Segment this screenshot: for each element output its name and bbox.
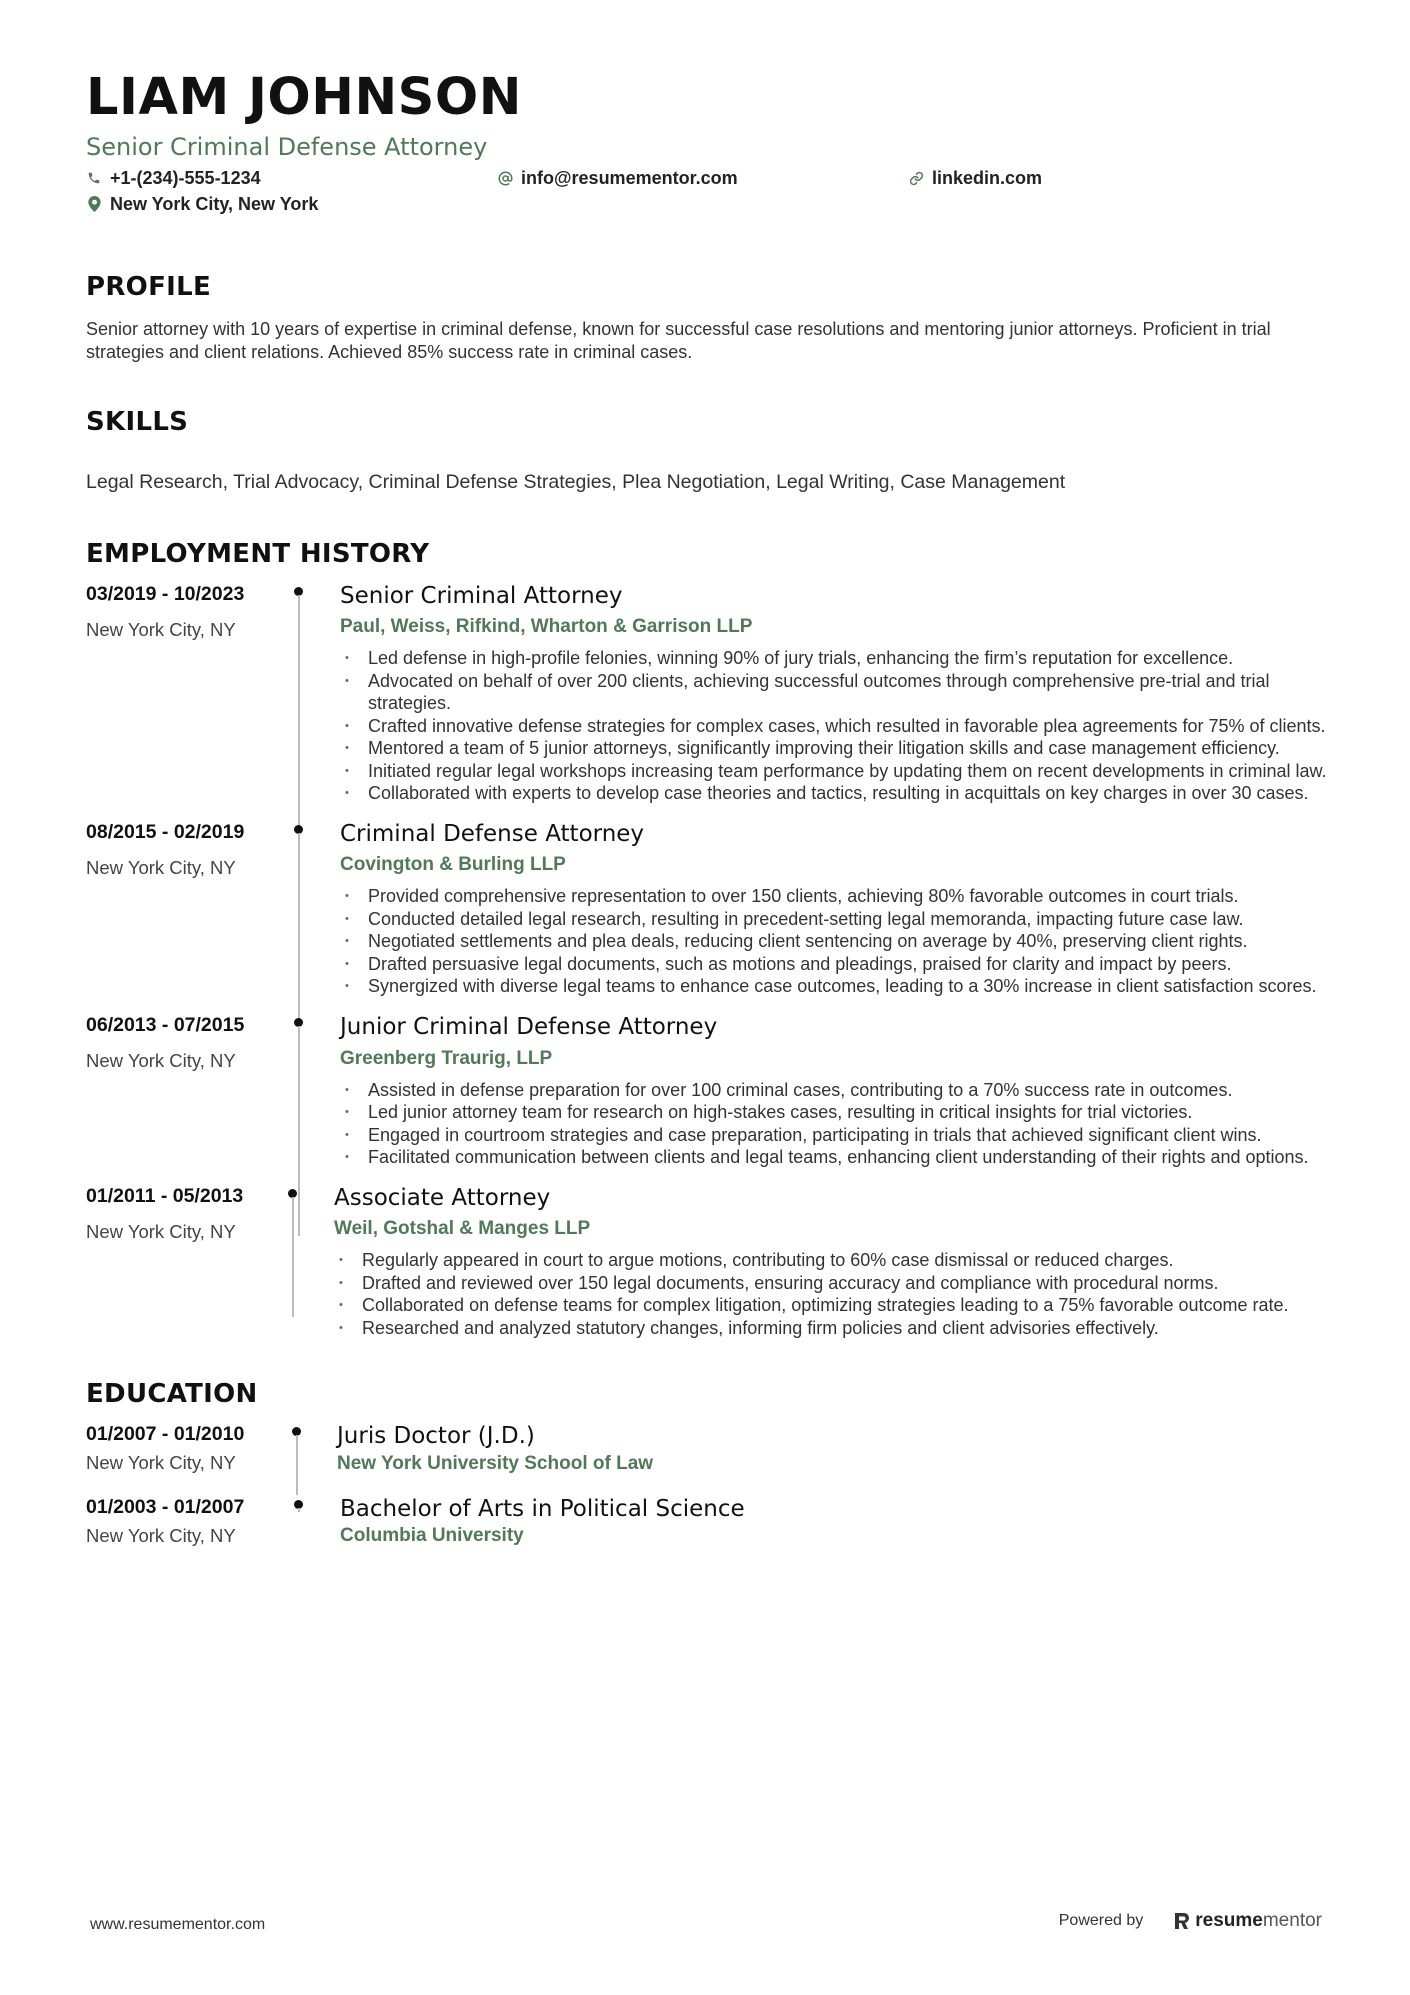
job-bullet: • Regularly appeared in court to argue motions, contributing to 60% case dismissal or reduced charges.: [362, 1249, 1331, 1272]
job-meta: [86, 1185, 296, 1243]
brand-name-part1: resume: [1195, 1910, 1263, 1931]
job-bullet: • Led defense in high-profile felonies, winning 90% of jury trials, enhancing the firm’s reputation for excellence.: [368, 647, 1331, 670]
powered-by-label: Powered by: [1058, 1912, 1144, 1929]
contact-website[interactable]: [908, 168, 1042, 189]
website-text: linkedin.com: [932, 167, 1043, 188]
contact-email[interactable]: [497, 168, 738, 189]
timeline-line: [298, 1508, 300, 1512]
job-bullet: • Assisted in defense preparation for over 100 criminal cases, contributing to a 70% success rate in outcomes.: [368, 1079, 1331, 1102]
job-role: Senior Criminal Attorney: [340, 582, 623, 609]
candidate-name: LIAM JOHNSON: [86, 68, 522, 127]
location-text: New York City, New York: [110, 193, 319, 214]
job-bullets: [340, 1079, 1331, 1169]
education-degree: Bachelor of Arts in Political Science: [340, 1495, 745, 1522]
education-entry: [86, 1423, 1331, 1475]
job-details: [340, 821, 1331, 998]
job-bullet: • Collaborated on defense teams for complex litigation, optimizing strategies leading to a 75% favorable outcome rate.: [362, 1294, 1331, 1317]
timeline-line: [292, 1197, 294, 1317]
job-location: New York City, NY: [86, 618, 236, 640]
education-school: Columbia University: [340, 1525, 524, 1547]
job-details: [340, 583, 1331, 805]
job-bullet: • Negotiated settlements and plea deals, reducing client sentencing on average by 40%, preserving client rights.: [368, 930, 1331, 953]
job-bullet: • Led junior attorney team for research on high-stakes cases, resulting in critical insights for trial victories.: [368, 1101, 1331, 1124]
job-entry: [86, 1185, 1331, 1340]
job-entry: [86, 821, 1331, 998]
phone-text: +1-(234)-555-1234: [110, 167, 261, 188]
job-location: New York City, NY: [86, 856, 236, 878]
job-role: Junior Criminal Defense Attorney: [340, 1013, 718, 1040]
job-dates: 08/2015 - 02/2019: [86, 820, 245, 843]
job-company: Greenberg Traurig, LLP: [340, 1047, 553, 1069]
education-location: New York City, NY: [86, 1524, 236, 1546]
skills-text: Legal Research, Trial Advocacy, Criminal Defense Strategies, Plea Negotiation, Legal Writing, Case Management: [86, 470, 1066, 493]
education-details: [337, 1423, 1331, 1475]
education-entry: [86, 1496, 1331, 1548]
education-school: New York University School of Law: [337, 1452, 654, 1474]
job-location: New York City, NY: [86, 1220, 236, 1242]
job-bullet: • Collaborated with experts to develop case theories and tactics, resulting in acquittals on key charges in over 30 cases.: [368, 782, 1331, 805]
employment-section: [86, 539, 1331, 1339]
contact-location: [86, 194, 318, 215]
job-meta: [86, 821, 296, 879]
at-sign-icon: [497, 170, 513, 186]
email-text: info@resumementor.com: [521, 167, 738, 188]
education-dates: 01/2003 - 01/2007: [86, 1495, 245, 1518]
job-bullet: • Crafted innovative defense strategies for complex cases, which resulted in favorable plea agreements for 75% of clients.: [368, 715, 1331, 738]
job-details: [340, 1014, 1331, 1169]
education-dates: 01/2007 - 01/2010: [86, 1423, 245, 1446]
profile-section: [86, 272, 1331, 364]
brand-name-part2: mentor: [1262, 1910, 1322, 1931]
education-degree: Juris Doctor (J.D.): [337, 1423, 535, 1450]
job-entry: [86, 583, 1331, 805]
profile-heading: PROFILE: [86, 271, 212, 302]
job-bullet: • Engaged in courtroom strategies and case preparation, participating in trials that achieved significant client wins.: [368, 1124, 1331, 1147]
job-bullet: • Provided comprehensive representation to over 150 clients, achieving 80% favorable outcomes in court trials.: [368, 885, 1331, 908]
job-company: Covington & Burling LLP: [340, 854, 566, 876]
resume-page: [86, 68, 1331, 1547]
resumementor-logo-icon: [1173, 1911, 1189, 1931]
contact-info: [86, 168, 1331, 224]
job-details: [334, 1185, 1331, 1340]
link-icon: [908, 170, 924, 186]
timeline-line: [296, 1435, 298, 1495]
job-bullets: [334, 1249, 1331, 1339]
job-bullet: • Drafted and reviewed over 150 legal documents, ensuring accuracy and compliance with procedural norms.: [362, 1272, 1331, 1295]
job-role: Associate Attorney: [334, 1184, 551, 1211]
job-bullet: • Researched and analyzed statutory changes, informing firm policies and client advisories effectively.: [362, 1317, 1331, 1340]
job-bullets: [340, 647, 1331, 805]
job-meta: [86, 1014, 296, 1072]
job-bullet: • Conducted detailed legal research, resulting in precedent-setting legal memoranda, impacting future case law.: [368, 908, 1331, 931]
education-meta: [86, 1423, 296, 1474]
employment-heading: EMPLOYMENT HISTORY: [86, 538, 430, 569]
job-location: New York City, NY: [86, 1049, 236, 1071]
job-bullet: • Mentored a team of 5 junior attorneys, significantly improving their litigation skills and case management efficiency.: [368, 737, 1331, 760]
timeline-line: [298, 833, 300, 1043]
job-bullet: • Initiated regular legal workshops increasing team performance by updating them on recent developments in criminal law.: [368, 760, 1331, 783]
skills-heading: SKILLS: [86, 406, 189, 437]
education-location: New York City, NY: [86, 1452, 236, 1474]
job-bullet: • Advocated on behalf of over 200 clients, achieving successful outcomes through comprehensive pre-trial and trial strategies.: [368, 670, 1331, 715]
contact-phone[interactable]: [86, 168, 261, 189]
profile-text: Senior attorney with 10 years of expertise in criminal defense, known for successful case resolutions and mentoring junior attorneys. Proficient in trial strategies and client relations. Achieved 85% success rate in criminal cases.: [86, 318, 1271, 362]
education-meta: [86, 1496, 296, 1547]
job-dates: 03/2019 - 10/2023: [86, 582, 245, 605]
job-dates: 06/2013 - 07/2015: [86, 1013, 245, 1036]
skills-section: [86, 407, 1331, 494]
map-pin-icon: [86, 196, 102, 212]
job-meta: [86, 583, 296, 641]
job-company: Weil, Gotshal & Manges LLP: [334, 1218, 591, 1240]
education-heading: EDUCATION: [86, 1379, 258, 1410]
job-entry: [86, 1014, 1331, 1169]
job-bullets: [340, 885, 1331, 998]
education-details: [340, 1496, 1331, 1548]
job-bullet: • Drafted persuasive legal documents, such as motions and pleadings, praised for clarity and impact by peers.: [368, 953, 1331, 976]
footer-website-link[interactable]: www.resumementor.com: [90, 1916, 266, 1933]
footer-branding: [1059, 1910, 1322, 1932]
page-footer: [90, 1910, 1322, 1940]
candidate-title: Senior Criminal Defense Attorney: [86, 133, 488, 161]
job-bullet: • Facilitated communication between clients and legal teams, enhancing client understanding of their rights and options.: [368, 1146, 1331, 1169]
education-section: [86, 1379, 1331, 1547]
phone-icon: [86, 170, 102, 186]
job-dates: 01/2011 - 05/2013: [86, 1184, 244, 1207]
job-role: Criminal Defense Attorney: [340, 820, 645, 847]
brand-logo[interactable]: [1173, 1910, 1322, 1932]
job-bullet: • Synergized with diverse legal teams to enhance case outcomes, leading to a 30% increase in client satisfaction scores.: [368, 975, 1331, 998]
job-company: Paul, Weiss, Rifkind, Wharton & Garrison LLP: [340, 616, 753, 638]
